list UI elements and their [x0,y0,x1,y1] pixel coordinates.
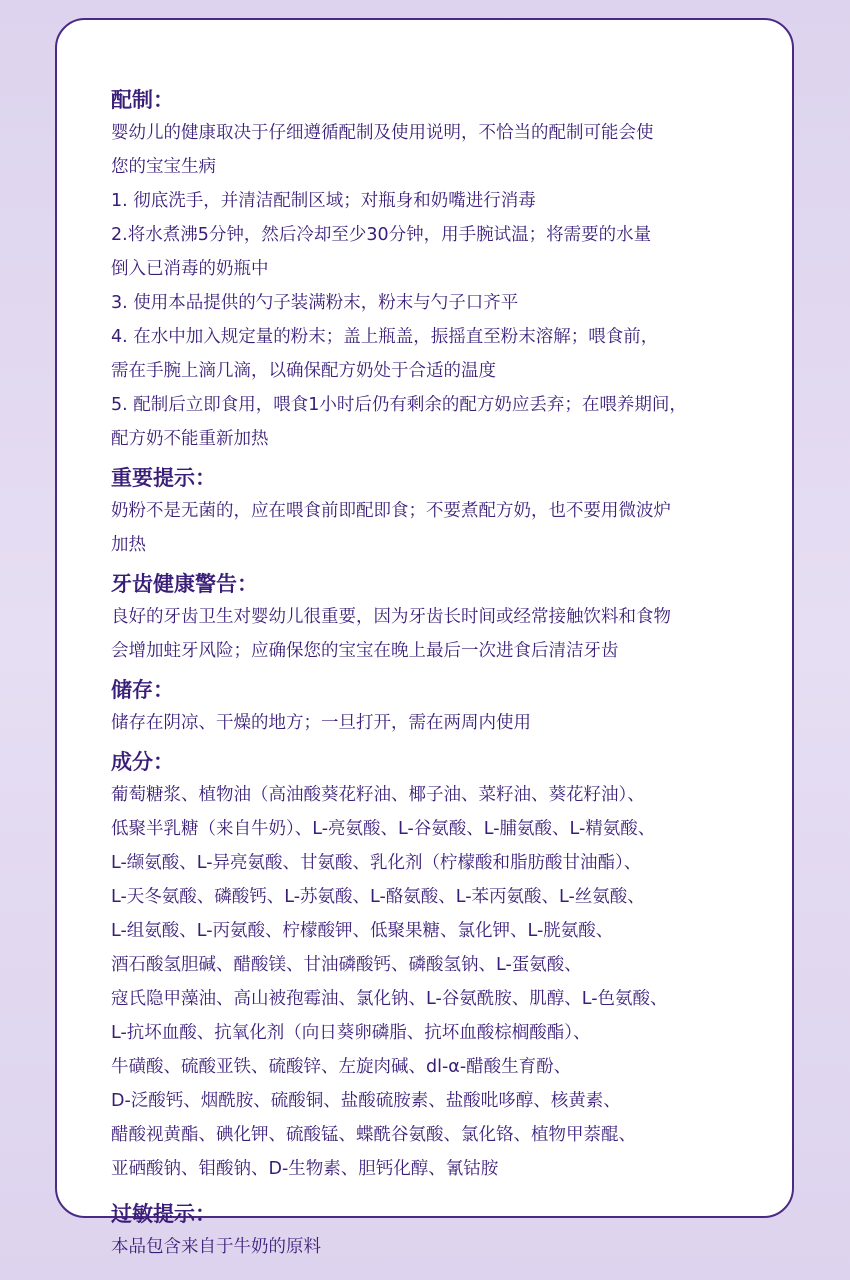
text-line: 亚硒酸钠、钼酸钠、D-生物素、胆钙化醇、氰钴胺 [111,1159,499,1179]
text-line: 1. 彻底洗手，并清洁配制区域；对瓶身和奶嘴进行消毒 [111,191,536,211]
section-important-notice [111,462,752,562]
section-storage [111,674,752,740]
text-line: 加热 [111,535,146,555]
text-line: 本品包含来自于牛奶的原料 [111,1237,321,1257]
text-line: 酒石酸氢胆碱、醋酸镁、甘油磷酸钙、磷酸氢钠、L-蛋氨酸、 [111,955,582,975]
section-heading: 重要提示： [111,466,216,490]
text-line: 您的宝宝生病 [111,157,216,177]
text-line: 奶粉不是无菌的，应在喂食前即配即食；不要煮配方奶，也不要用微波炉 [111,501,671,521]
text-line: 会增加蛀牙风险；应确保您的宝宝在晚上最后一次进食后清洁牙齿 [111,641,619,661]
text-line: 4. 在水中加入规定量的粉末；盖上瓶盖，振摇直至粉末溶解；喂食前， [111,327,659,347]
text-line: 醋酸视黄酯、碘化钾、硫酸锰、蝶酰谷氨酸、氯化铬、植物甲萘醌、 [111,1125,636,1145]
text-line: 储存在阴凉、干燥的地方；一旦打开，需在两周内使用 [111,713,531,733]
section-heading: 成分： [111,750,174,774]
section-heading: 储存： [111,678,174,702]
text-line: 5. 配制后立即食用，喂食1小时后仍有剩余的配方奶应丢弃；在喂养期间， [111,395,687,415]
text-line: 3. 使用本品提供的勺子装满粉末，粉末与勺子口齐平 [111,293,519,313]
section-heading: 牙齿健康警告： [111,572,258,596]
text-line: 寇氏隐甲藻油、高山被孢霉油、氯化钠、L-谷氨酰胺、肌醇、L-色氨酸、 [111,989,668,1009]
section-ingredients [111,746,752,1186]
text-line: L-组氨酸、L-丙氨酸、柠檬酸钾、低聚果糖、氯化钾、L-胱氨酸、 [111,921,614,941]
text-line: 2.将水煮沸5分钟，然后冷却至少30分钟，用手腕试温；将需要的水量 [111,225,652,245]
text-line: L-缬氨酸、L-异亮氨酸、甘氨酸、乳化剂（柠檬酸和脂肪酸甘油酯）、 [111,853,642,873]
text-line: 婴幼儿的健康取决于仔细遵循配制及使用说明，不恰当的配制可能会使 [111,123,654,143]
info-card [55,18,794,1257]
section-preparation [111,84,752,456]
text-line: L-抗坏血酸、抗氧化剂（向日葵卵磷脂、抗坏血酸棕榈酸酯）、 [111,1023,591,1043]
text-line: D-泛酸钙、烟酰胺、硫酸铜、盐酸硫胺素、盐酸吡哆醇、核黄素、 [111,1091,621,1111]
section-heading: 过敏提示： [111,1202,216,1226]
section-dental-warning [111,568,752,668]
text-line: 低聚半乳糖（来自牛奶）、L-亮氨酸、L-谷氨酸、L-脯氨酸、L-精氨酸、 [111,819,656,839]
section-heading: 配制： [111,88,174,112]
text-line: 牛磺酸、硫酸亚铁、硫酸锌、左旋肉碱、dl-α-醋酸生育酚、 [111,1057,572,1077]
text-line: 倒入已消毒的奶瓶中 [111,259,269,279]
text-line: 需在手腕上滴几滴，以确保配方奶处于合适的温度 [111,361,496,381]
text-line: 葡萄糖浆、植物油（高油酸葵花籽油、椰子油、菜籽油、葵花籽油）、 [111,785,645,805]
text-line: L-天冬氨酸、磷酸钙、L-苏氨酸、L-酪氨酸、L-苯丙氨酸、L-丝氨酸、 [111,887,645,907]
section-allergy-notice [111,1198,752,1264]
text-line: 良好的牙齿卫生对婴幼儿很重要，因为牙齿长时间或经常接触饮料和食物 [111,607,671,627]
text-line: 配方奶不能重新加热 [111,429,269,449]
